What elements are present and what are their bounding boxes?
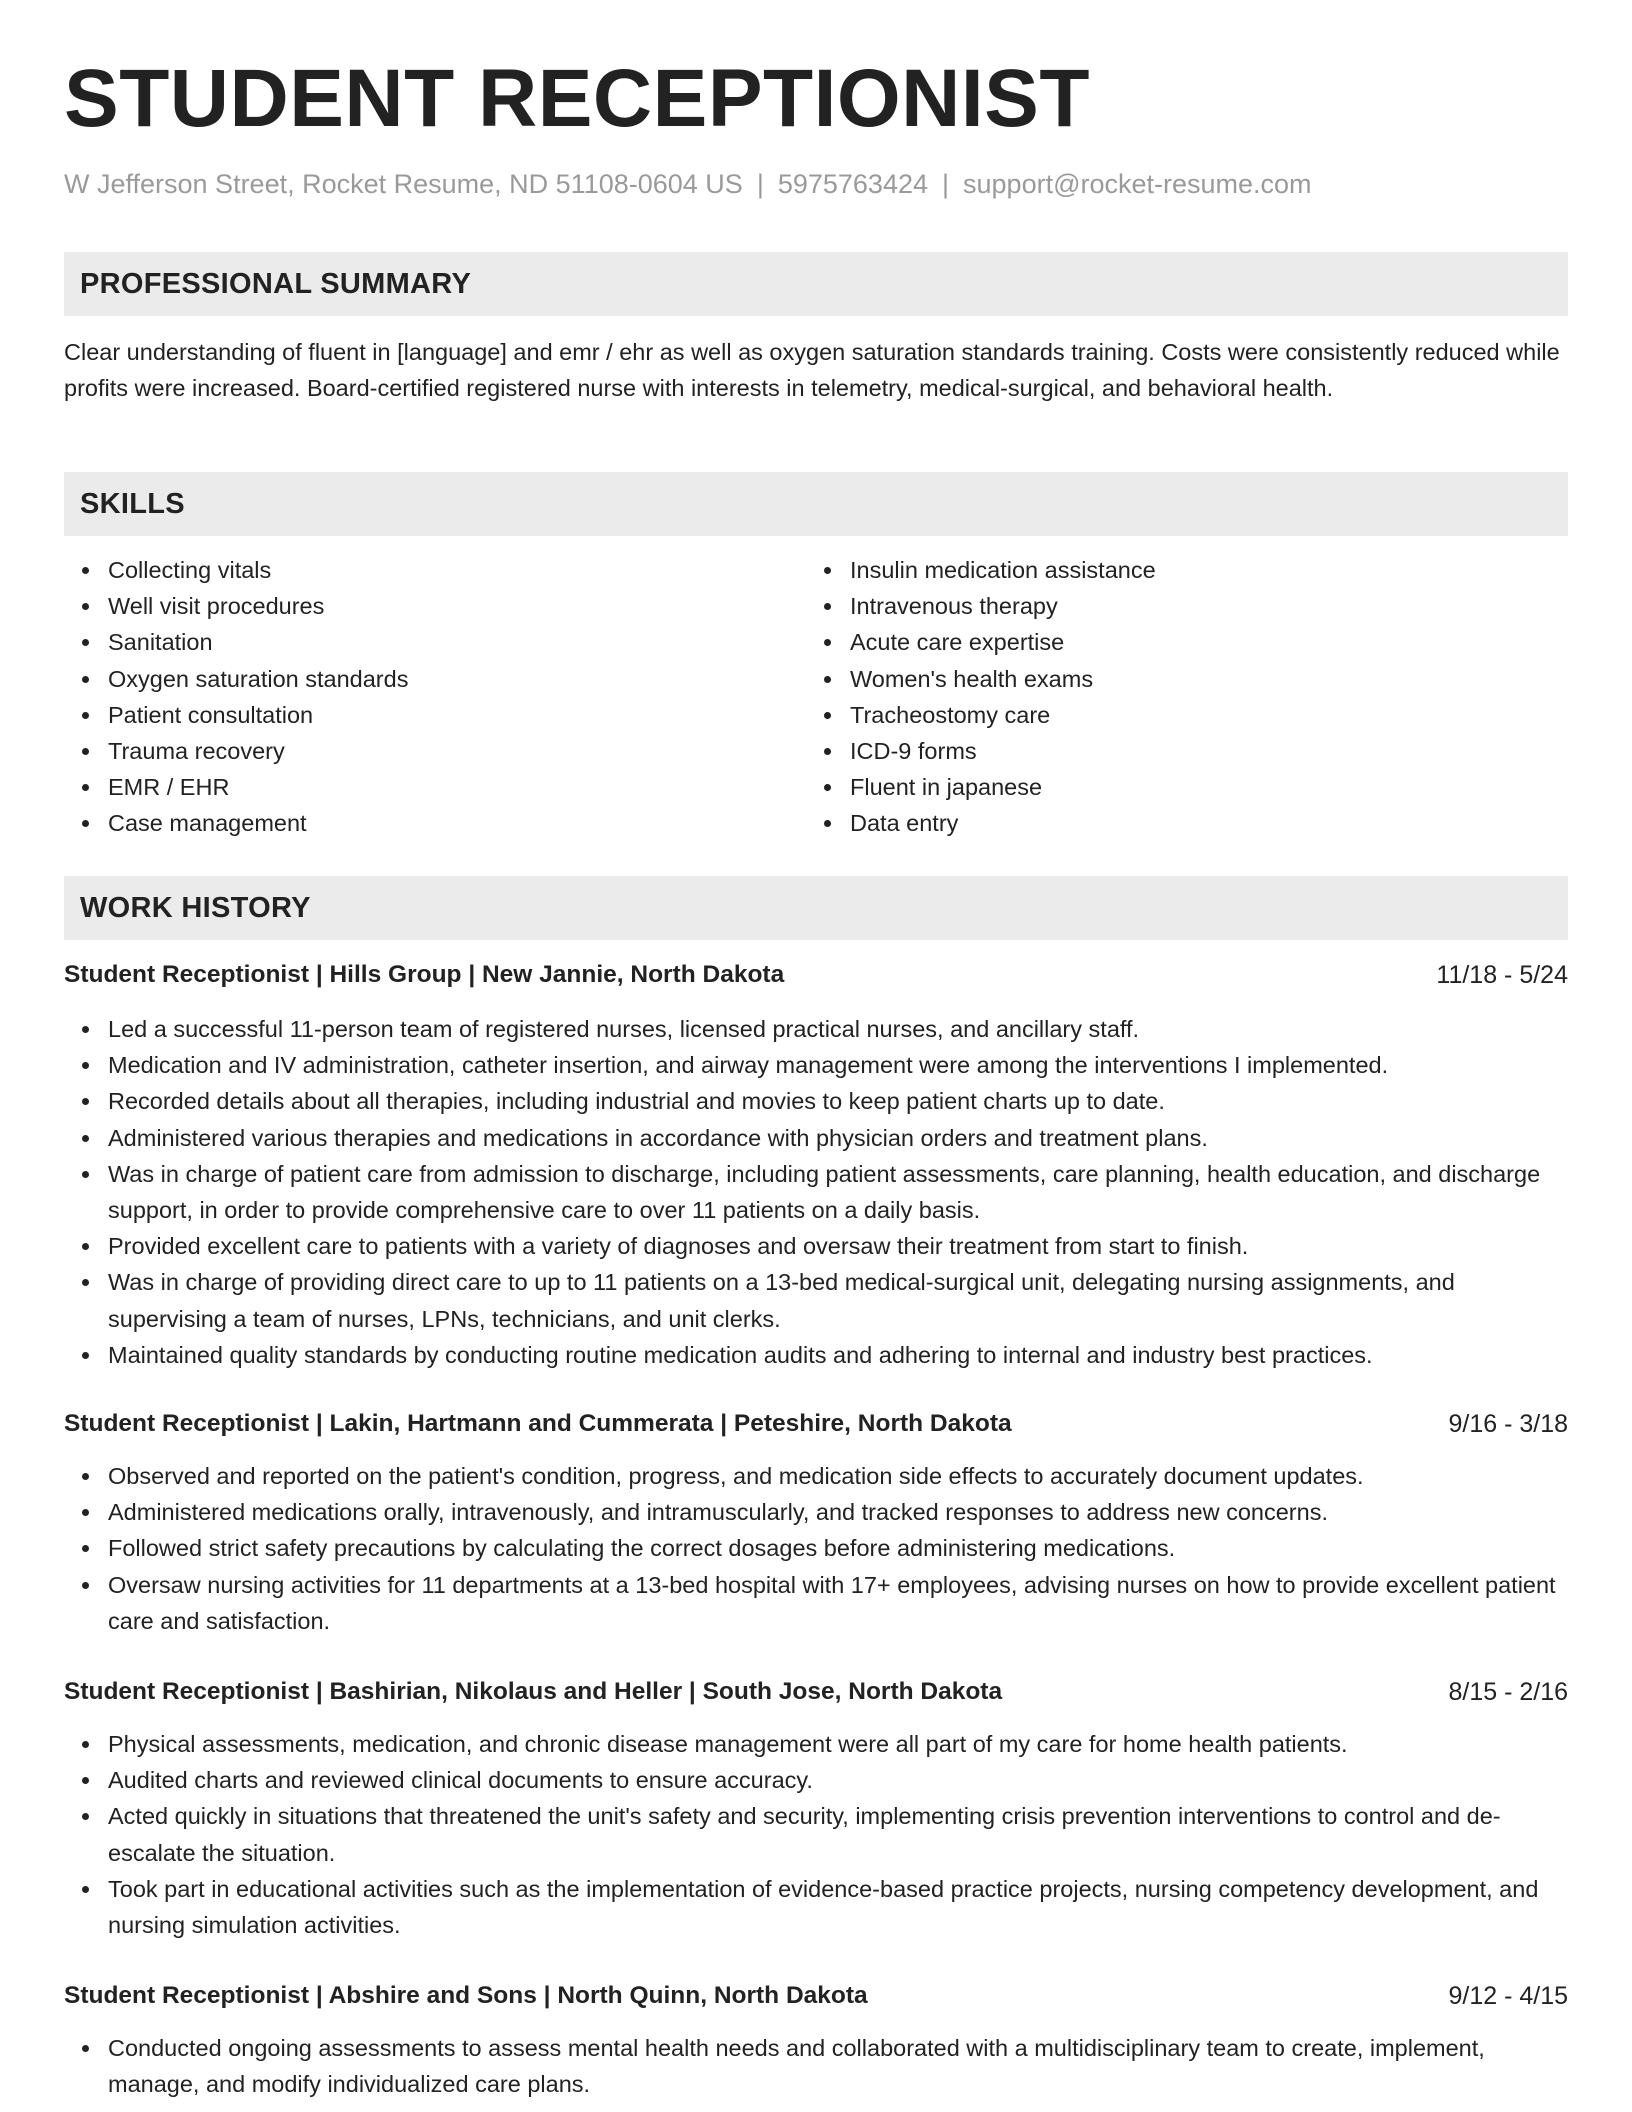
job-bullets	[64, 1011, 1568, 1373]
skill-item: Tracheostomy care	[822, 697, 1156, 733]
work-history-section-header	[64, 876, 1568, 940]
job-dates: 9/12 - 4/15	[1448, 1982, 1568, 2010]
skill-item: Intravenous therapy	[822, 588, 1156, 624]
skill-item: Sanitation	[80, 624, 408, 660]
job-bullets	[64, 2030, 1568, 2102]
contact-separator: |	[942, 169, 950, 199]
job-title: Student Receptionist | Abshire and Sons | North Quinn, North Dakota	[64, 1982, 868, 2009]
job-bullet: Administered medications orally, intravenously, and intramuscularly, and tracked responses to address new concerns.	[80, 1494, 1568, 1530]
job-bullet: Recorded details about all therapies, including industrial and movies to keep patient charts up to date.	[80, 1083, 1568, 1119]
skill-item: Trauma recovery	[80, 733, 408, 769]
skill-item: Acute care expertise	[822, 624, 1156, 660]
job-bullet: Observed and reported on the patient's condition, progress, and medication side effects to accurately document updates.	[80, 1458, 1568, 1494]
contact-line	[64, 168, 1312, 200]
skills-section-header	[64, 472, 1568, 536]
skill-item: Collecting vitals	[80, 552, 408, 588]
candidate-name: STUDENT RECEPTIONIST	[64, 53, 1090, 144]
skills-section-title: SKILLS	[80, 488, 185, 520]
job-bullet: Physical assessments, medication, and chronic disease management were all part of my care for home health patients.	[80, 1726, 1568, 1762]
job-bullet: Conducted ongoing assessments to assess mental health needs and collaborated with a multidisciplinary team to create, implement, manage, and modify individualized care plans.	[80, 2030, 1568, 2102]
job-bullet: Oversaw nursing activities for 11 departments at a 13-bed hospital with 17+ employees, advising nurses on how to provide excellent patient care and satisfaction.	[80, 1567, 1568, 1639]
job-bullet: Followed strict safety precautions by calculating the correct dosages before administering medications.	[80, 1530, 1568, 1566]
job-bullet: Led a successful 11-person team of registered nurses, licensed practical nurses, and ancillary staff.	[80, 1011, 1568, 1047]
job-bullets	[64, 1726, 1568, 1943]
job-bullet: Was in charge of providing direct care to up to 11 patients on a 13-bed medical-surgical unit, delegating nursing assignments, and supervising a team of nurses, LPNs, technicians, and unit clerks.	[80, 1264, 1568, 1336]
skills-column-right	[822, 552, 1156, 842]
job-bullet: Administered various therapies and medications in accordance with physician orders and treatment plans.	[80, 1120, 1568, 1156]
job-entry	[64, 957, 1568, 1368]
job-dates: 11/18 - 5/24	[1436, 961, 1568, 989]
job-header	[64, 1406, 1568, 1442]
job-bullet: Medication and IV administration, catheter insertion, and airway management were among the interventions I implemented.	[80, 1047, 1568, 1083]
job-bullet: Provided excellent care to patients with a variety of diagnoses and oversaw their treatment from start to finish.	[80, 1228, 1568, 1264]
skill-item: Well visit procedures	[80, 588, 408, 624]
job-bullet: Audited charts and reviewed clinical documents to ensure accuracy.	[80, 1762, 1568, 1798]
contact-phone: 5975763424	[777, 169, 928, 199]
contact-address: W Jefferson Street, Rocket Resume, ND 51108-0604 US	[64, 169, 743, 199]
summary-section-header	[64, 252, 1568, 316]
skill-item: Women's health exams	[822, 661, 1156, 697]
skill-item: Case management	[80, 805, 408, 841]
job-bullet: Maintained quality standards by conducting routine medication audits and adhering to internal and industry best practices.	[80, 1337, 1568, 1373]
summary-section-title: PROFESSIONAL SUMMARY	[80, 268, 472, 300]
skill-item: Data entry	[822, 805, 1156, 841]
job-header	[64, 957, 1568, 993]
skill-item: Patient consultation	[80, 697, 408, 733]
job-bullet: Acted quickly in situations that threatened the unit's safety and security, implementing crisis prevention interventions to control and de-escalate the situation.	[80, 1798, 1568, 1870]
job-bullets	[64, 1458, 1568, 1639]
job-bullet: Took part in educational activities such as the implementation of evidence-based practice projects, nursing competency development, and nursing simulation activities.	[80, 1871, 1568, 1943]
job-dates: 8/15 - 2/16	[1448, 1678, 1568, 1706]
skill-item: ICD-9 forms	[822, 733, 1156, 769]
job-bullet: Was in charge of patient care from admission to discharge, including patient assessments, care planning, health education, and discharge support, in order to provide comprehensive care to over 11 patients on a daily basis.	[80, 1156, 1568, 1228]
skills-column-left	[80, 552, 408, 842]
work-history-section-title: WORK HISTORY	[80, 892, 311, 924]
contact-separator: |	[756, 169, 764, 199]
skill-item: Oxygen saturation standards	[80, 661, 408, 697]
job-title: Student Receptionist | Lakin, Hartmann and Cummerata | Peteshire, North Dakota	[64, 1410, 1012, 1437]
job-entry	[64, 1406, 1568, 1634]
job-header	[64, 1674, 1568, 1710]
skill-item: Insulin medication assistance	[822, 552, 1156, 588]
contact-email: support@rocket-resume.com	[963, 169, 1312, 199]
job-title: Student Receptionist | Hills Group | New Jannie, North Dakota	[64, 961, 785, 988]
skill-item: Fluent in japanese	[822, 769, 1156, 805]
job-dates: 9/16 - 3/18	[1448, 1410, 1568, 1438]
skill-item: EMR / EHR	[80, 769, 408, 805]
job-title: Student Receptionist | Bashirian, Nikolaus and Heller | South Jose, North Dakota	[64, 1678, 1003, 1705]
job-entry	[64, 1978, 1568, 2098]
job-entry	[64, 1674, 1568, 1939]
job-header	[64, 1978, 1568, 2014]
summary-text: Clear understanding of fluent in [language] and emr / ehr as well as oxygen saturation standards training. Costs were consistently reduced while profits were increased. Board-certified registered nurse with interests in telemetry, medical-surgical, and behavioral health.	[64, 339, 1560, 401]
